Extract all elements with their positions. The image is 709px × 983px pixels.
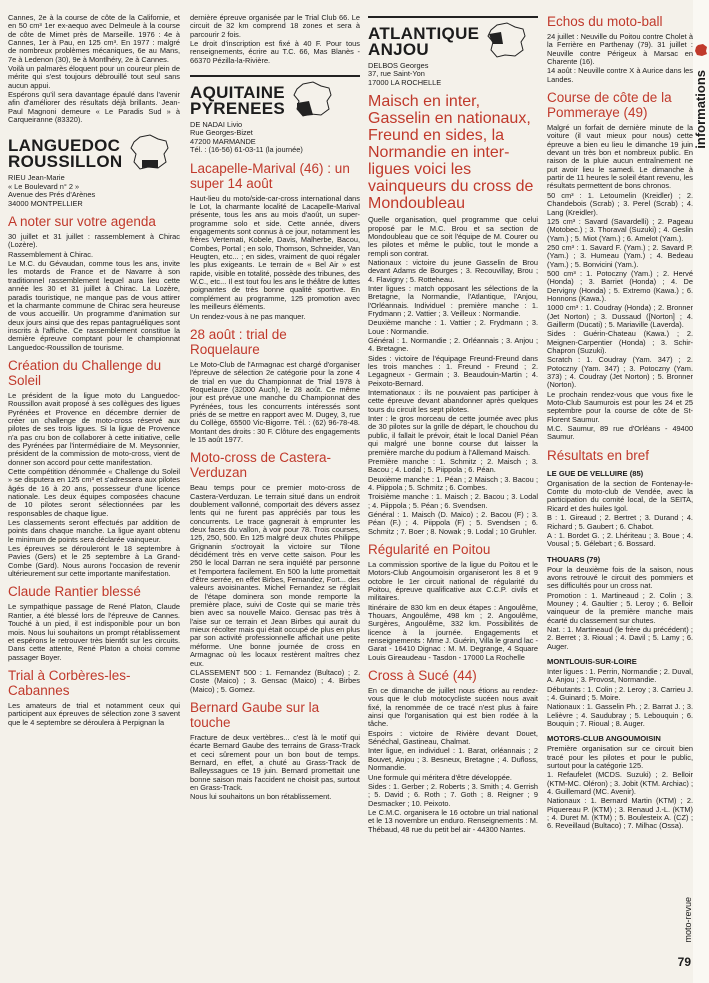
article-body (368, 687, 538, 834)
region-title: ANJOU (368, 40, 430, 59)
result-subheading: LE GUE DE VELLUIRE (85) (547, 468, 644, 478)
article-title: Création du Challenge du Soleil (8, 357, 162, 388)
paragraph: Promotion : 1. Martineaud ; 2. Colin ; 3. Mouney ; 4. Gaultier ; 5. Leroy ; 6. Belloir vainqueur de la première manche mais écarté du classement sur chutes. (547, 590, 693, 625)
paragraph: dernière épreuve organisée par le Trial Club 66. Le circuit de 32 km comprend 18 zones et sera à parcourir 2 fois. (190, 14, 360, 39)
paragraph: Le Moto-Club de l'Armagnac est chargé d'organiser l'épreuve de sélection 2e catégorie pour la zone 4 de trial en vue du Championnat de Trial 1978 à Roquelaure (32000 Auch), le 28 août. Ce même jour est prévue une manche du Championnat des Pyrénées, tous les concurrents intéressés sont priés de se mettre en rapport avec M. Dugey, 3, rue du Collège, 65500 Vic-Bigorre. Tél. : (62) 96-78-48. Montant des droits : 30 F. Clôture des engagements le 15 août 1977. (190, 359, 360, 444)
paragraph: Organisation de la section de Fontenay-le-Comte du moto-club de Vendée, avec la participation du comité local, de la SEITA, Ricard et des huiles Igol. (547, 478, 693, 513)
paragraph: A : 1. Bordet G. ; 2. Lhériteau ; 3. Boue ; 4. Vousal ; 5. Gélebart ; 6. Bossard. (547, 530, 693, 549)
article-title: A noter sur votre agenda (8, 214, 156, 230)
article-title: Cross à Sucé (44) (368, 668, 477, 684)
paragraph: Le droit d'inscription est fixé à 40 F. Pour tous renseignements, écrire au T.C. 66, Mas Blanès - 66370 Pézilla-la-Rivière. (190, 39, 360, 65)
paragraph: B : 1. Gireaud ; 2. Bertret ; 3. Durand ; 4. Richard ; 5. Gaubert ; 6. Chabot. (547, 513, 693, 531)
article-body (8, 233, 180, 352)
column-2 (190, 14, 360, 971)
article-body (190, 484, 360, 694)
article-title: Course de côte de la Pommeraye (49) (547, 90, 672, 121)
paragraph: 14 août : Neuville contre X à Aurice dans les Landes. (547, 66, 693, 84)
article-title: Claude Rantier blessé (8, 584, 141, 600)
article-body (547, 668, 693, 728)
paragraph: Une formule qui méritera d'être développée. (368, 772, 512, 782)
paragraph: Malgré un forfait de dernière minute de la voiture (il vaut mieux pour nous) cette épreuve a bien eu lieu le dimanche 19 juin devant un très bon et nombreux public. En raison de la pluie aucun entraînement ne put avoir lieu le samedi. Le dimanche à partir de 11 heures le soleil étant revenu, les résultats permettent de bons chronos. (547, 123, 693, 191)
paragraph: Quelle organisation, quel programme que celui proposé par le M.C. Brou et sa section de Mondoubleau que ce soit l'équipe de M. Courer ou les pilotes et même le public, tout le monde a rempli son contrat. (368, 215, 538, 258)
paragraph: Scratch : 1. Coudray (Yam. 347) ; 2. Potoczny (Yam. 347) ; 3. Potoczny (Yam. 373) ; 4. Coudray (Jet Norton) ; 5. Bronner (Norton). (547, 355, 693, 390)
article-title: Bernard Gaube sur la touche (190, 699, 320, 730)
france-map-icon (291, 81, 335, 117)
article-title: Moto-cross de Castera-Verduzan (190, 450, 332, 481)
paragraph: Général : 1. Maisch (D. Maico) ; 2. Bacou (F) ; 3. Péan (F.) ; 4. Piippola (F) ; 5. Svendsen ; 6. Schmitz ; 7. Boer ; 8. Nowak ; 9. Lodal ; 10 Gruhler. (368, 509, 538, 536)
paragraph: 24 juillet : Neuville du Poitou contre Cholet à la Ferrière en Parthenay (79). 31 juillet : Neuville contre Périgeux à Marsac en Charente (16). (547, 32, 693, 67)
paragraph: 1000 cm³ : 1. Coudray (Honda) ; 2. Bronner (Jet Norton) ; 3. Dussaud ([Norton] ; 4. Gaillerm (Ducati) ; 5. Mariaville (Laverda). (547, 303, 693, 329)
section-label: informations (693, 70, 708, 149)
section-sidebar (693, 0, 709, 983)
paragraph: Le prochain rendez-vous que vous fixe le Moto-Club Saumurois est pour les 24 et 25 septembre pour la course de côte de St-Florent Saumur. (547, 389, 693, 424)
paragraph: Pour la deuxième fois de la saison, nous avons retrouvé le circuit des pommiers et ses difficultés pour un cross nat. (547, 564, 693, 591)
paragraph: Nationaux : 1. Gasselin Ph. ; 2. Barrat J. ; 3. Lelièvre ; 4. Saudubray ; 5. Lebouquin ; 6. Bouquin ; 7. Rioual ; 8. Auger. (547, 702, 693, 729)
paragraph: 500 cm³ : 1. Potoczny (Yam.) ; 2. Hervé (Honda) ; 3. Barriet (Honda) ; 4. De Dervigny (Honda) ; 5. Extremo (Kawa.) ; 6. Honnons (Kawa.). (547, 268, 693, 303)
paragraph: 30 juillet et 31 juillet : rassemblement à Chirac (Lozère). (8, 232, 180, 250)
paragraph: Un rendez-vous à ne pas manquer. (190, 311, 306, 321)
article-body (8, 392, 180, 579)
paragraph: Inter ligues : match opposant les sélections de la Bretagne, la Normandie, l'Atlantique, l'Anjou, l'Orléannais. Individuel : première manche : 1. Frydmann ; 2. Vattier ; 3. Veilleux : Normandie. (368, 283, 538, 318)
france-map-icon (128, 134, 172, 170)
article-title: Résultats en bref (547, 447, 650, 463)
paragraph: Rassemblement à Chirac. (8, 249, 94, 259)
paragraph: Sides : 1. Gerber ; 2. Roberts ; 3. Smith ; 4. Gerrish ; 5. David ; 6. Roth ; 7. Goth ; 8. Reigner ; 9 Desmacker ; 10. Peixoto. (368, 781, 538, 808)
france-map-icon (694, 44, 708, 56)
article-body (190, 361, 360, 444)
article-body (547, 33, 693, 84)
article-body (8, 14, 180, 124)
paragraph: Sides : Guérin-Chateau (Kawa.) ; 2. Meignen-Carpentier (Honda) ; 3. Schir-Chapron (Suzuki). (547, 329, 693, 355)
paragraph: Inter ligues : 1. Perrin, Normandie ; 2. Duval, A. Anjou ; 3. Provost, Normandie. (547, 666, 693, 685)
paragraph: Espérons qu'il sera davantage épaulé dans l'avenir afin d'améliorer des résultats déjà brillants. Jean-Paul Magnoni demeure « Le Paradis Sud » à Carqueiranne (83320). (8, 90, 180, 125)
article-body (547, 480, 693, 549)
paragraph: Nationaux : victoire du jeune Gasselin de Brou devant Adams de Bourges ; 3. Recouvillay, Brou ; 4. Flavigny ; 5. Rotteheau. (368, 257, 538, 284)
article-title: Echos du moto-ball (547, 14, 663, 29)
region-header-atlantique (368, 16, 538, 87)
result-subheading: MONTLOUIS-SUR-LOIRE (547, 656, 637, 666)
paragraph: Première organisation sur ce circuit bien tracé pour les pilotes et pour le public, surtout pour la catégorie 125. (547, 744, 693, 771)
correspondent-address: DE NADAI Livio Rue Georges-Bizet 47200 MARMANDE Tél. : (16-56) 61-03-11 (la journée) (190, 120, 303, 155)
region-title: ROUSSILLON (8, 152, 123, 172)
paragraph: Le M.C. du Gévaudan, comme tous les ans, invite les motards de France et de Navarre à son traditionnel rassemblement lequel aura lieu cette année les 30 et 31 juillet à Chirac. La Lozère, paradis touristique, ne manque pas de vous attirer et la charmante commune de Chirac sera heureuse de vous accueillir. Un programme d'animation sur deux jours ainsi que des repas pantagruéliques sont inscrits à l'affiche. Ce rassemblement constitue la dernière épreuve comptant pour le championnat Languedoc-Roussillon de tourisme. (8, 259, 180, 352)
paragraph: Inter : le gros morceau de cette journée avec plus de 30 pilotes sur la grille de départ, le chouchou du public, il fallait le prévoir, était le local Daniel Péan qui malgré une bonne course dut laisser la première marche du podium à l'Allemand Maisch. (368, 414, 538, 457)
paragraph: 250 cm³ : 1. Savard F. (Yam.) ; 2. Savard P. (Yam.) ; 3. Humeau (Yam.) ; 4. Bedeau (Yam.) ; 5. Bonvicini (Yam.). (547, 242, 693, 269)
article-title: Régularité en Poitou (368, 541, 491, 557)
paragraph: Les classements seront effectués par addition de points dans chaque manche. La ligue ayant obtenu le minimum de points sera déclarée vainqueur. (8, 518, 180, 544)
paragraph: Cannes, 2e à la course de côte de la Californie, et en 50 cm³ 1er ex-aequo avec Delmeule à la course de côte de Mimet près de Marseille. 1976 : 4e à Cannes, 1er à Pau, en 125 cm³. En 1977 : malgré de nombreux problèmes mécaniques, 6e au Mans, 7e à Ledenon (30), 9e à Montlhéry, 2e à Cannes. (8, 14, 180, 64)
result-subheading: MOTORS-CLUB ANGOUMOISIN (547, 734, 661, 744)
paragraph: Le président de la ligue moto du Languedoc-Roussillon avait proposé à ses collègues des ligues Pyrénées et Provence en décembre dernier de créer un challenge de moto-cross réservé aux pilotes de ses trois ligues. Si la ligue de Provence n'a pas cru bon de collaborer à cette initiative, celle des Pyrénées par l'intermédiaire de M. Meysonnier, président de la commission de moto-cross, vient de donner son accord pour cette manifestation. (8, 390, 180, 467)
article-body (547, 566, 693, 651)
article-title: Maisch en inter, Gasselin en nationaux, Freund en sides, la Normandie en inter-ligues voici les vainqueurs du cross de Mondoubleau (368, 93, 534, 213)
article-body (190, 734, 360, 802)
article-body (190, 14, 360, 65)
paragraph: Haut-lieu du moto/side-car-cross international dans le Lot, la charmante localité de Lacapelle-Marival présente, tous les ans au mois d'août, un super-programme solo et side. Cette année, divers engagements sont connus à ce jour, notamment les frères Vertemati, Kobele, Davis, Malherbe, Bacou, Combes, Portal ; en solo, Thomson, Schneider, Van Heugten, etc... ; en sides, vraiment de quoi régaler les plus exigeants. Le terrain de « Bel Air » est rapide, visible en totalité, possède des tribunes, des W.C., etc... Il est tout fou les ans le théâtre de luttes poignantes de très bonne qualité sportive. En complément au programme, 125 promotion avec les meilleurs éléments. (190, 193, 360, 312)
paragraph: En ce dimanche de juillet nous étions au rendez-vous que le club motocycliste sucéen nous avait fixé, la renommée de ce tracé n'est plus à faire ainsi que l'organisation qui est bien rodée à la tâche. (368, 686, 538, 729)
paragraph: Le C.M.C. organisera le 16 octobre un trial national et le 13 novembre un enduro. Renseignements : M. Thébaud, 48 rue du petit bel air - 44300 Nantes. (368, 807, 538, 834)
paragraph: Troisième manche : 1. Maisch ; 2. Bacou ; 3. Lodal ; 4. Piippola ; 5. Péan ; 6. Svendsen. (368, 492, 538, 510)
paragraph: Voilà un palmarès éloquent pour un coureur plein de mérite qui s'est toujours débrouillé tout seul sans aucun appui. (8, 64, 180, 90)
paragraph: Les amateurs de trial et notamment ceux qui participent aux épreuves de sélection zone 3 savent que le 4 septembre se déroulera à Perpignan la (8, 700, 180, 727)
paragraph: Nous lui souhaitons un bon rétablissement. (190, 792, 332, 802)
region-title: ATLANTIQUE (368, 24, 480, 43)
paragraph: Espoirs : victoire de Rivière devant Douet, Sénéchal, Gastineau, Chalmat. (368, 728, 538, 747)
paragraph: Inter ligue, en individuel : 1. Barat, orléannais ; 2 Bouvet, Anjou ; 3. Besneux, Bretagne ; 4. Dufloss, Normandie. (368, 746, 538, 773)
paragraph: M.C. Saumur, 89 rue d'Orléans - 49400 Saumur. (547, 424, 693, 442)
paragraph: Internationaux : ils ne pouvaient pas participer à cette épreuve devant abandonner après quelques tours du circuit les sept pilotes. (368, 388, 538, 414)
paragraph: Deuxième manche : 1. Péan ; 2 Maisch ; 3. Bacou ; 4. Piippola ; 5. Schmitz ; 6. Combes. (368, 474, 538, 492)
paragraph: Cette compétition dénommée « Challenge du Soleil » se disputera en 125 cm³ et s'adressera aux pilotes âgés de 16 à 20 ans, possesseur d'une licence nationale. Les deux équipes composées chacune de 10 pilotes seront sélectionnées par les responsables de chaque ligue. (8, 467, 180, 518)
paragraph: 1. Refaufelet (MCDS. Suzuki) ; 2. Belloir (KTM-MC. Oléron) ; 3. Jobit (KTM. Archiac) ; 4. Guillemard (MC. Avenir). (547, 770, 693, 797)
article-body (8, 702, 180, 727)
paragraph: Général : 1. Normandie ; 2. Orléannais ; 3. Anjou ; 4. Bretagne. (368, 336, 538, 354)
article-body (8, 603, 180, 661)
article-body (547, 124, 693, 442)
paragraph: Deuxième manche : 1. Vattier ; 2. Frydmann ; 3. Loue : Normandie. (368, 318, 538, 336)
paragraph: Débutants : 1. Colin ; 2. Leroy ; 3. Carrieu J. ; 4. Guinard ; 5. Moire. (547, 684, 693, 702)
article-title: Lacapelle-Marival (46) : un super 14 août (190, 160, 350, 191)
region-header-languedoc (8, 134, 180, 208)
article-title: Trial à Corbères-les-Cabannes (8, 667, 131, 698)
region-header-aquitaine (190, 75, 360, 155)
correspondent-address: DELBOS Georges 37, rue Saint-Yon 17000 LA ROCHELLE (368, 61, 442, 87)
article-body (368, 216, 538, 536)
article-body (368, 561, 538, 662)
column-3 (368, 14, 538, 971)
paragraph: Le sympathique passage de René Platon, Claude Rantier, a été blessé lors de l'épreuve de Cannes. Touché à un pied, il est indisponible pour un bon mois. Nous lui souhaitons un prompt rétablissement et espérons le retrouver très bientôt sur les circuits. Dans cette attente, René Platon a choisi comme passager Boyer. (8, 602, 180, 662)
region-title: PYRENEES (190, 99, 285, 119)
article-body (547, 745, 693, 830)
france-map-icon (485, 22, 529, 58)
article-body (190, 195, 360, 321)
column-4 (547, 14, 693, 971)
paragraph: Beau temps pour ce premier moto-cross de Castera-Verduzan. Le terrain situé dans un endroit doublement vallonné, comportait des dévers assez lents qui ne furent pas appréciés par tous les concurrents. Le trace gagnerait à emprunter les deux faces du vallon, à voir pour 78. Trois courses, 125, 250, 500. En 125 malgré deux chutes Philippe Grignanin s'octroyait la victoire sur Tilone décidément très en verve cette saison. Pour les 250 le local Darran ne sera inquiété par personne et l'emportera facilement. En 500 la lutte promettait d'être serrée, en effet Birbes, Fernandez, Fort... des valeurs avoisinantes. Michel Fernandez se réglait de l'étape dominera son monde remporte la première place, suivi de Coste qui se mariе très bien avec sa nouvelle Maico. Gensac pas très à l'aise sur ce terrain et Jean Birbes qui aurait du mieux récolter mais qui était occupé de plus en plus par son activité professionnelle affichait une petite méforme. Une bonne journée de cross en Armagnac où les locaux restèrent maîtres chez eux. (190, 483, 360, 668)
article-title: 28 août : trial de Roquelaure (190, 326, 287, 357)
paragraph: Itinéraire de 830 km en deux étapes : Angoulême, Thouars, Angoulême, 498 km ; 2. Angoulême, Surgères, Angoulême, 332 km. Possibilités de licence à la journée. Engagements et renseignements : Mme J. Guérin, Villa le grand lac - Garat - 16410 Dignac : M. M. Degrange, 4 Square Louis Gireaudeau - Tasdon - 17000 La Rochelle (368, 602, 538, 662)
paragraph: Nationaux : 1. Bernard Martin (KTM) ; 2. Piquereau P. (KTM) ; 3. Renaud J.-L. (KTM) ; 4. Duret M. (KTM) ; 5. Boulesteix A. (CZ) ; 6. Reveillaud (Bultaco) ; 7. Milhac (Ossa). (547, 796, 693, 831)
paragraph: Première manche : 1. Schmitz ; 2. Maisch ; 3. Bacou ; 4. Lodal ; 5. Piippola ; 6. Péan. (368, 456, 538, 475)
column-1 (8, 14, 180, 971)
paragraph: Les épreuves se dérouleront le 18 septembre à Pavies (Gers) et le 25 septembre à La Grand-Combe (Gard). Nous aurons l'occasion de revenir ultérieurement sur cette importante manifestation. (8, 544, 180, 579)
paragraph: CLASSEMENT 500 : 1. Fernandez (Bultaco) ; 2. Coste (Maico) ; 3. Gensac (Maico) ; 4. Birbes (Maico) ; 5. Gomez. (190, 667, 360, 694)
magazine-name: moto-revue (683, 897, 693, 943)
paragraph: 125 cm³ : Savard (Savardelli) ; 2. Pageau (Motobec.) ; 3. Thoraval (Suzuki) ; 4. Geslin (Yam.) ; 5. Miot (Yam.) ; 6. Amelot (Yam.). (547, 216, 693, 243)
page-number: 79 (677, 955, 691, 969)
result-subheading: THOUARS (79) (547, 554, 601, 564)
region-title: AQUITAINE (190, 83, 285, 103)
paragraph: Sides : victoire de l'équipage Freund-Freund dans les trois manches : 1. Freund - Freund ; 2. Legagneux - Germain ; 3. Beaudouin-Martin ; 4. Peixoto-Bernard. (368, 353, 538, 388)
region-title: LANGUEDOC (8, 136, 121, 156)
paragraph: La commission sportive de la ligue du Poitou et le Motors-Club Angoumoisin organiseront les 8 et 9 octobre le 1er circuit national de régularité du Poitou, épreuve qualificative aux C.C.P. civils et militaires. (368, 559, 538, 603)
paragraph: Fracture de deux vertèbres... c'est là le motif qui écarte Bernard Gaube des terrains de Grass-Track et ceci sûrement pour un bon bout de temps. Bernard, en effet, a chuté au Grass-Track de Balleyssagues ce 19 juin. Bernard promettait une bonne saison mais l'accident ne choisit pas, surtout en Grass-Track. (190, 732, 360, 792)
correspondent-address: RIEU Jean-Marie « Le Boulevard n° 2 » Avenue des Prés d'Arènes 34000 MONTPELLIER (8, 173, 96, 208)
paragraph: Nat. : 1. Martineaud (le frère du précédent) ; 2. Berret ; 3. Rioual ; 4. Davil ; 5. Lamy ; 6. Auger. (547, 624, 693, 651)
paragraph: 50 cm³ : 1. Letoumelin (Kreidler) ; 2. Chandebois (Scrab) ; 3. Perel (Scrab) ; 4. Lang (Kreidler). (547, 190, 693, 217)
